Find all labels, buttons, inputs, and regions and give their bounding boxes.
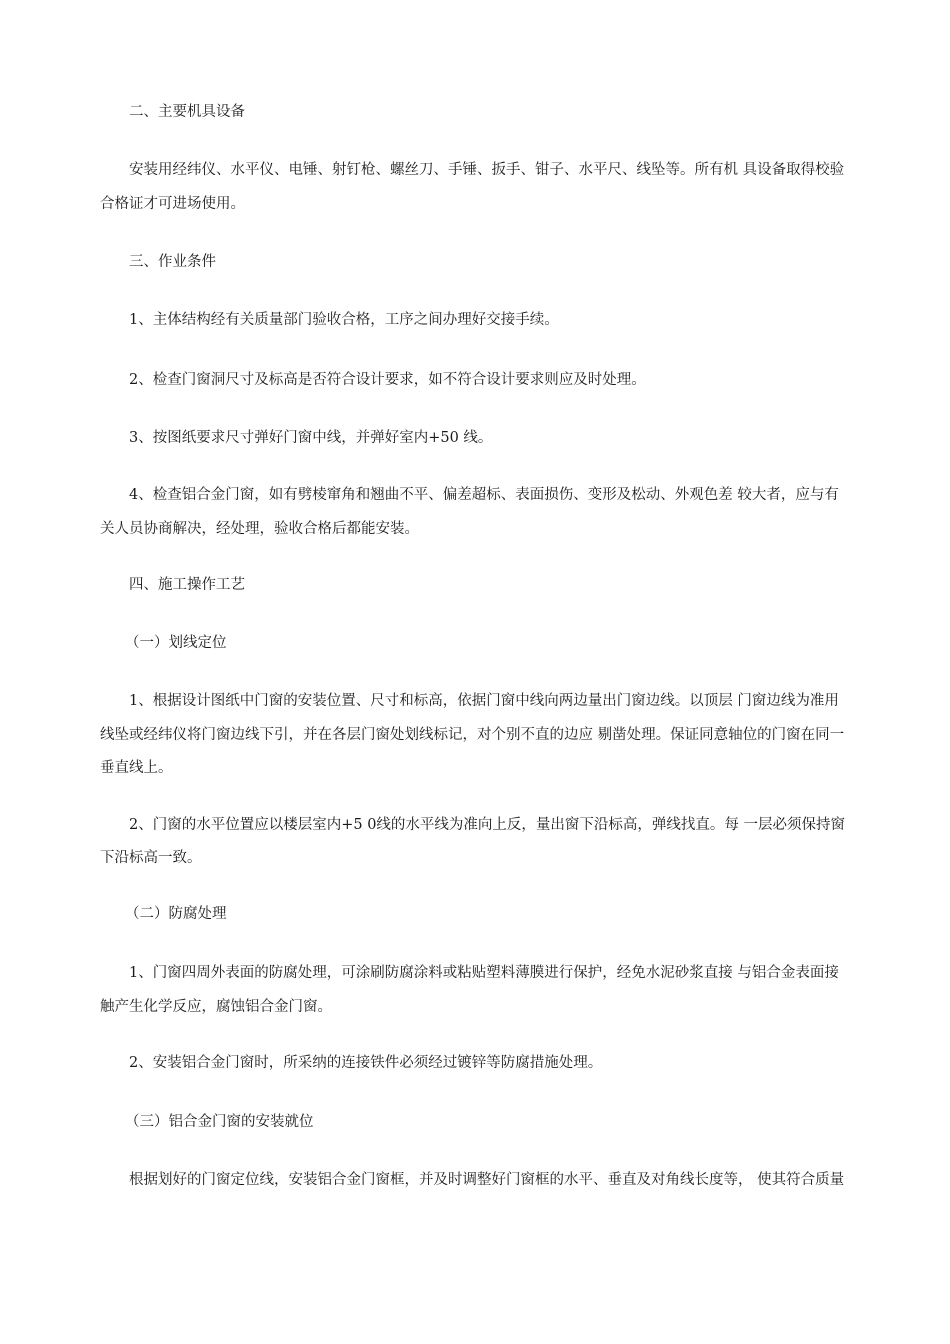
paragraph-line: 垂直线上。 [100,760,173,776]
subsection-heading-anticorrosion: （二）防腐处理 [125,906,227,922]
paragraph-line: 1、门窗四周外表面的防腐处理，可涂刷防腐涂料或粘贴塑料薄膜进行保护，经免水泥砂浆直接 与铝合金表面接 [129,965,839,981]
paragraph-line: 4、检查铝合金门窗，如有劈棱窜角和翘曲不平、偏差超标、表面损伤、变形及松动、外观色差 较大者，应与有 [129,487,839,503]
section-heading-process: 四、施工操作工艺 [129,577,245,593]
paragraph-line: 根据划好的门窗定位线，安装铝合金门窗框，并及时调整好门窗框的水平、垂直及对角线长度等， 使其符合质量 [129,1172,845,1188]
paragraph-line: 触产生化学反应，腐蚀铝合金门窗。 [100,999,332,1015]
paragraph-line: 2、安装铝合金门窗时，所采纳的连接铁件必须经过镀锌等防腐措施处理。 [129,1055,603,1071]
subsection-heading-installation: （三）铝合金门窗的安装就位 [125,1114,314,1130]
paragraph-line: 2、检查门窗洞尺寸及标高是否符合设计要求，如不符合设计要求则应及时处理。 [129,372,646,388]
subsection-heading-marking: （一）划线定位 [125,635,227,651]
paragraph-line: 1、根据设计图纸中门窗的安装位置、尺寸和标高，依据门窗中线向两边量出门窗边线。以顶层 门窗边线为准用 [129,693,839,709]
paragraph-line: 2、门窗的水平位置应以楼层室内+5 0线的水平线为准向上反，量出窗下沿标高，弹线找直。每 一层必须保持窗 [129,817,846,833]
paragraph-line: 1、主体结构经有关质量部门验收合格，工序之间办理好交接手续。 [129,312,559,328]
paragraph-line: 安装用经纬仪、水平仪、电锤、射钉枪、螺丝刀、手锤、扳手、钳子、水平尺、线坠等。所有机 具设备取得校验 [129,162,845,178]
paragraph-line: 合格证才可进场使用。 [100,196,245,212]
paragraph-line: 线坠或经纬仪将门窗边线下引，并在各层门窗处划线标记，对个别不直的边应 剔凿处理。保证同意轴位的门窗在同一 [100,727,845,743]
paragraph-line: 3、按图纸要求尺寸弹好门窗中线，并弹好室内+50 线。 [129,430,493,446]
section-heading-conditions: 三、作业条件 [129,254,216,270]
paragraph-line: 下沿标高一致。 [100,850,202,866]
section-heading-equipment: 二、主要机具设备 [129,104,245,120]
paragraph-line: 关人员协商解决，经处理，验收合格后都能安装。 [100,521,419,537]
